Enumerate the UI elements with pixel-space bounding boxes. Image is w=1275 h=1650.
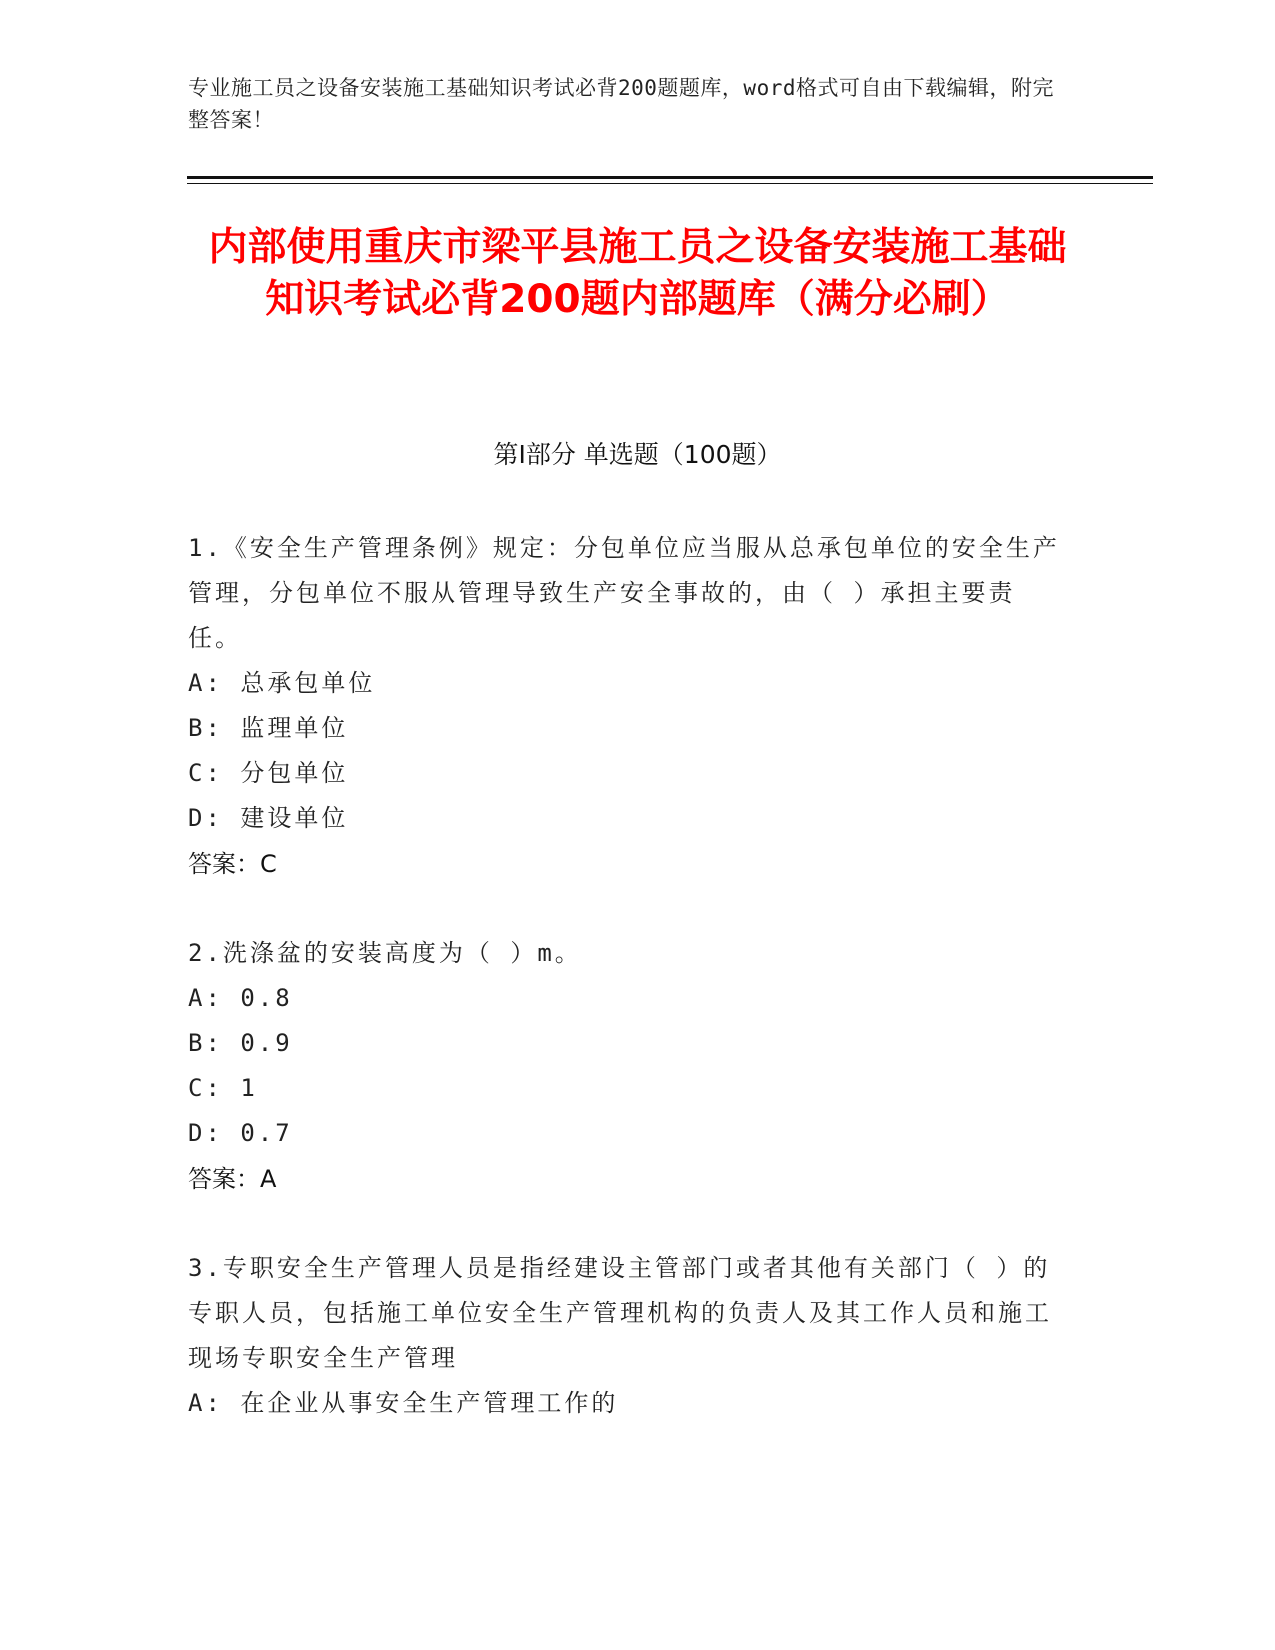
question-stem: 1.《安全生产管理条例》规定：分包单位应当服从总承包单位的安全生产管理，分包单位不服从管理导致生产安全事故的，由（ ）承担主要责任。 (188, 534, 1060, 652)
option-c: C: 1 (188, 1074, 258, 1102)
question-stem: 2.洗涤盆的安装高度为（ ）m。 (188, 939, 582, 967)
question-stem: 3.专职安全生产管理人员是指经建设主管部门或者其他有关部门（ ）的专职人员，包括施工单位安全生产管理机构的负责人及其工作人员和施工现场专职安全生产管理 (188, 1254, 1052, 1372)
header-divider-thin (187, 183, 1153, 184)
question-list (188, 526, 1068, 1470)
header-divider-thick (187, 176, 1153, 179)
option-a: A: 0.8 (188, 984, 293, 1012)
header-note: 专业施工员之设备安装施工基础知识考试必背200题题库，word格式可自由下载编辑，附完整答案！ (188, 76, 1054, 132)
question-3 (188, 1246, 1068, 1426)
document-title: 内部使用重庆市梁平县施工员之设备安装施工基础知识考试必背200题内部题库（满分必刷） (208, 225, 1067, 322)
option-d: D: 建设单位 (188, 804, 349, 832)
option-d: D: 0.7 (188, 1119, 293, 1147)
question-2 (188, 931, 1068, 1202)
section-title: 第Ⅰ部分 单选题（100题） (493, 440, 782, 469)
answer: 答案：A (188, 1165, 277, 1193)
question-1 (188, 526, 1068, 887)
option-a: A: 总承包单位 (188, 669, 376, 697)
option-c: C: 分包单位 (188, 759, 349, 787)
answer: 答案：C (188, 850, 277, 878)
option-b: B: 监理单位 (188, 714, 349, 742)
option-b: B: 0.9 (188, 1029, 293, 1057)
option-a: A: 在企业从事安全生产管理工作的 (188, 1389, 619, 1417)
